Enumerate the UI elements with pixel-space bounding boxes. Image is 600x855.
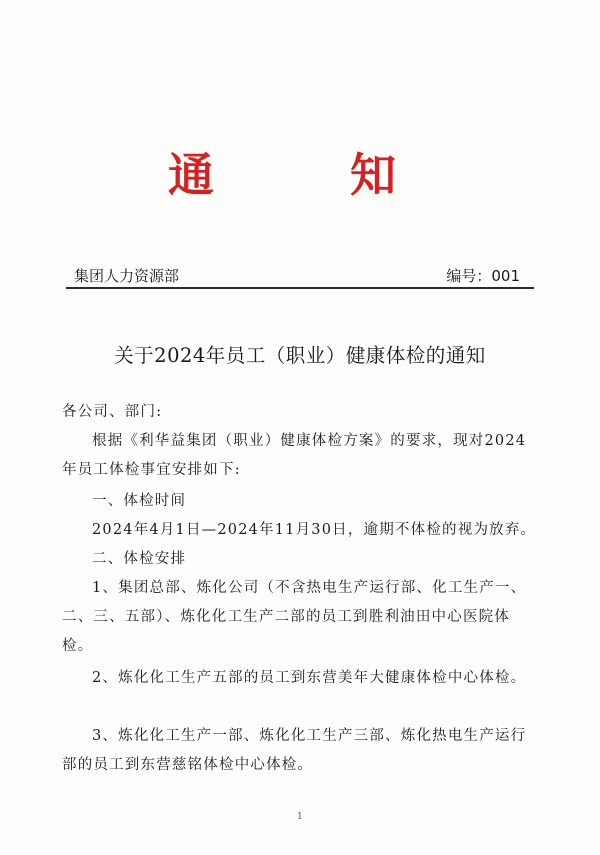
- list-item: 1、集团总部、炼化公司（不含热电生产运行部、化工生产一、二、三、五部）、炼化化工生产二部的员工到胜利油田中心医院体检。: [62, 580, 527, 654]
- issuing-department: 集团人力资源部: [74, 267, 180, 285]
- document-title: 关于2024年员工（职业）健康体检的通知: [114, 344, 486, 367]
- section-heading: 二、体检安排: [92, 551, 187, 567]
- notice-title-char-2: 知: [350, 148, 396, 202]
- notice-title-char-1: 通: [168, 148, 214, 202]
- document-header: [74, 265, 520, 287]
- intro-paragraph: 根据《利华益集团（职业）健康体检方案》的要求，现对2024年员工体检事宜安排如下:: [62, 433, 527, 478]
- salutation: 各公司、部门:: [62, 404, 163, 420]
- page-number: 1: [297, 812, 303, 822]
- header-divider: [66, 287, 534, 289]
- section-heading: 一、体检时间: [92, 493, 187, 509]
- document-number: 编号：001: [446, 267, 520, 285]
- list-item: 3、炼化化工生产一部、炼化化工生产三部、炼化热电生产运行部的员工到东营慈铭体检中心体检。: [62, 728, 527, 773]
- section-body: 2024年4月1日—2024年11月30日，逾期不体检的视为放弃。: [92, 522, 537, 538]
- list-item: 2、炼化化工生产五部的员工到东营美年大健康体检中心体检。: [92, 670, 527, 686]
